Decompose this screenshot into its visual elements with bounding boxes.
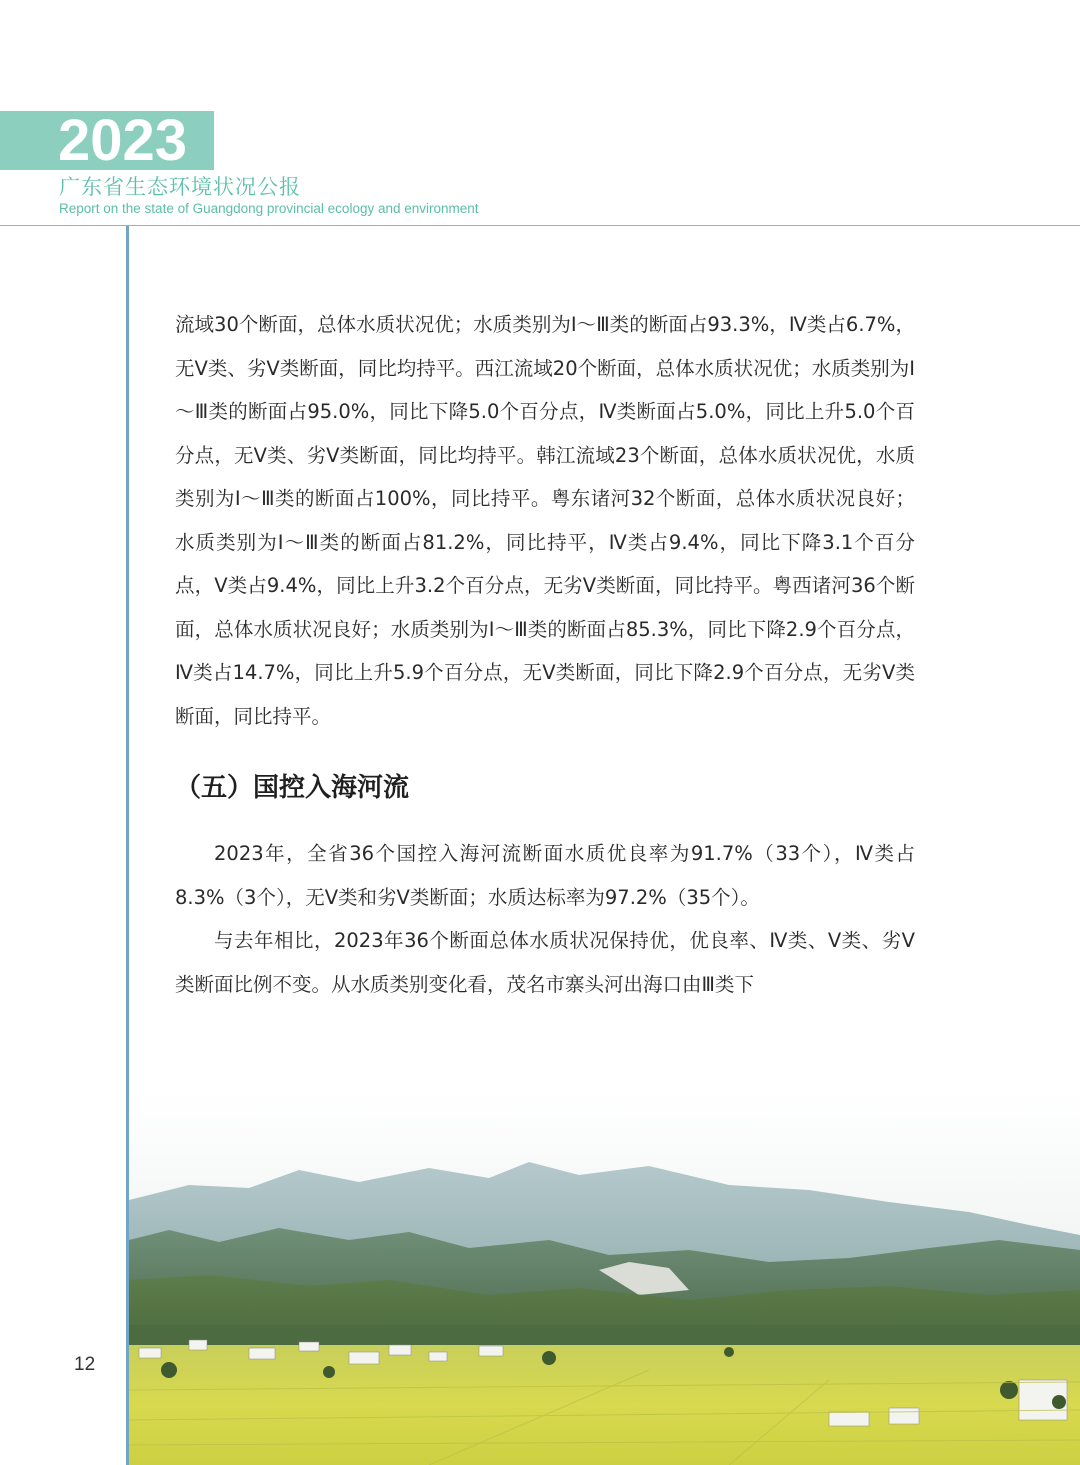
body-paragraph: 2023年，全省36个国控入海河流断面水质优良率为91.7%（33个），Ⅳ类占8.3%（3个），无Ⅴ类和劣Ⅴ类断面；水质达标率为97.2%（35个）。 <box>175 842 915 909</box>
body-paragraph: 流域30个断面，总体水质状况优；水质类别为Ⅰ～Ⅲ类的断面占93.3%，Ⅳ类占6.7%，无Ⅴ类、劣Ⅴ类断面，同比均持平。西江流域20个断面，总体水质状况优；水质类别为Ⅰ～Ⅲ类的断面占95.0%，同比下降5.0个百分点，Ⅳ类断面占5.0%，同比上升5.0个百分点，无Ⅴ类、劣Ⅴ类断面，同比均持平。韩江流域23个断面，总体水质状况优，水质类别为Ⅰ～Ⅲ类的断面占100%，同比持平。粤东诸河32个断面，总体水质状况良好；水质类别为Ⅰ～Ⅲ类的断面占81.2%，同比持平，Ⅳ类占9.4%，同比下降3.1个百分点，Ⅴ类占9.4%，同比上升3.2个百分点，无劣Ⅴ类断面，同比持平。粤西诸河36个断面，总体水质状况良好；水质类别为Ⅰ～Ⅲ类的断面占85.3%，同比下降2.9个百分点，Ⅳ类占14.7%，同比上升5.9个百分点，无Ⅴ类断面，同比下降2.9个百分点，无劣Ⅴ类断面，同比持平。 <box>175 313 915 728</box>
page-number: 12 <box>74 1354 96 1375</box>
header-divider <box>0 225 1080 226</box>
section-heading: （五）国控入海河流 <box>175 773 410 803</box>
report-title-english: Report on the state of Guangdong provincial ecology and environment <box>59 201 479 216</box>
main-content <box>175 303 915 1006</box>
report-year: 2023 <box>58 108 188 173</box>
landscape-photo <box>129 1090 1080 1465</box>
body-paragraph: 与去年相比，2023年36个断面总体水质状况保持优，优良率、Ⅳ类、Ⅴ类、劣Ⅴ类断面比例不变。从水质类别变化看，茂名市寨头河出海口由Ⅲ类下 <box>175 929 915 996</box>
report-title-chinese: 广东省生态环境状况公报 <box>59 175 301 199</box>
